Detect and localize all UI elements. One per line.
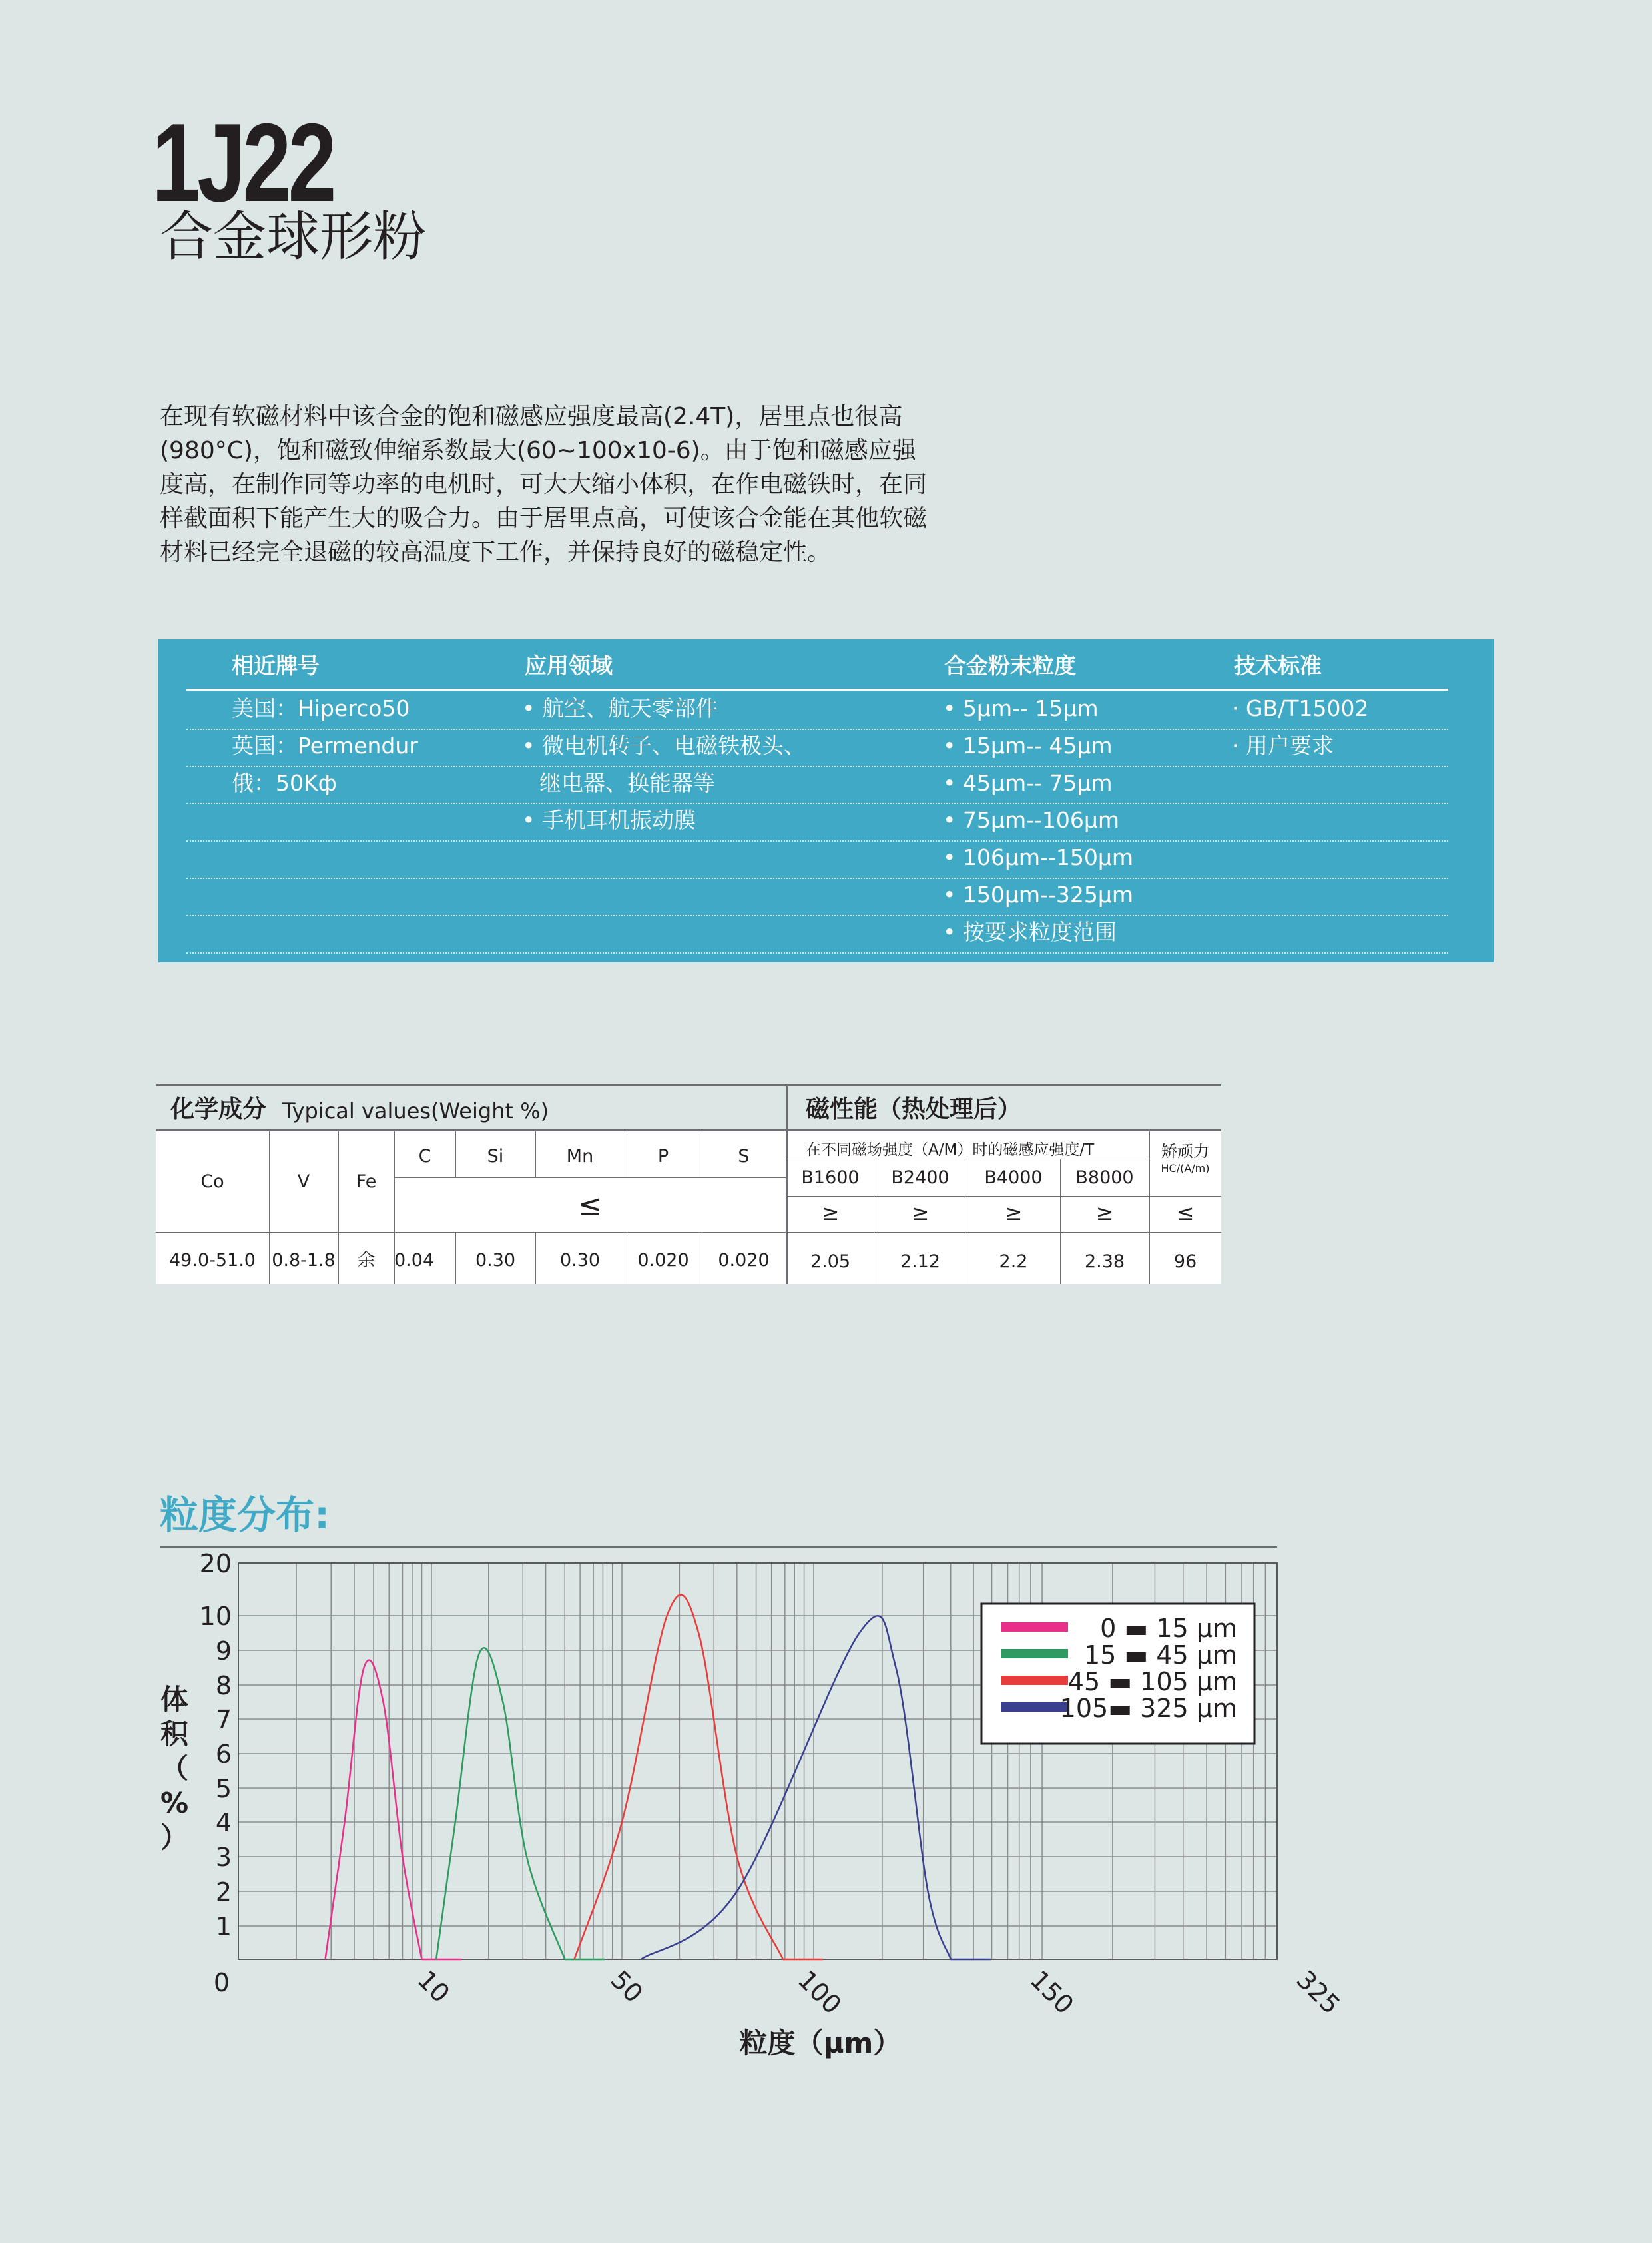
legend-swatch: [1001, 1622, 1068, 1632]
standard-item: · 用户要求: [1232, 733, 1334, 759]
y-tick-label: 5: [215, 1774, 232, 1803]
y-axis-label-char: 体: [160, 1683, 189, 1716]
legend-label: 15 ▬ 45 μm: [1083, 1640, 1237, 1670]
application-item: • 航空、航天零部件: [522, 695, 718, 721]
y-tick-label: 10: [199, 1602, 232, 1631]
value-b1600: 2.05: [810, 1251, 851, 1272]
grade-item: 俄：50Kф: [232, 770, 337, 796]
size-item: • 按要求粒度范围: [943, 919, 1117, 945]
ge-symbol: ≥: [1095, 1200, 1114, 1225]
y-tick-label: 0: [213, 1968, 230, 1997]
application-item: 继电器、换能器等: [539, 770, 715, 796]
le-symbol: ≤: [577, 1189, 603, 1223]
legend-swatch: [1001, 1676, 1068, 1685]
product-model: 1J22: [152, 100, 334, 225]
header-grades: 相近牌号: [232, 653, 320, 679]
distribution-title: 粒度分布:: [160, 1492, 330, 1538]
value-co: 49.0-51.0: [169, 1250, 256, 1271]
application-item: • 手机耳机振动膜: [522, 807, 696, 833]
ge-symbol: ≥: [821, 1200, 840, 1225]
element-p: P: [657, 1146, 669, 1167]
field-b2400: B2400: [891, 1167, 950, 1188]
magnetic-subtitle: 在不同磁场强度（A/M）时的磁感应强度/T: [806, 1141, 1095, 1159]
y-axis-label-char: ）: [160, 1821, 189, 1854]
x-ticks: [412, 1965, 1346, 2019]
intro-paragraph: 在现有软磁材料中该合金的饱和磁感应强度最高(2.4T)，居里点也很高(980°C)，饱和磁致伸缩系数最大(60~100x10-6)。由于饱和磁感应强度高，在制作同等功率的电机时，可大大缩小体积，在作电磁铁时，在同样截面积下能产生大的吸合力。由于居里点高，可使该合金能在其他软磁材料已经完全退磁的较高温度下工作，并保持良好的磁稳定性。: [160, 403, 928, 566]
y-axis-label-char: （: [160, 1752, 189, 1785]
x-tick-label: 150: [1024, 1965, 1080, 2020]
element-si: Si: [487, 1146, 504, 1167]
legend-label: 105▬ 325 μm: [1059, 1694, 1237, 1723]
element-fe: Fe: [356, 1171, 377, 1192]
size-item: • 150μm--325μm: [943, 882, 1134, 908]
element-c: C: [418, 1146, 431, 1167]
y-tick-label: 3: [215, 1843, 232, 1872]
standard-item: · GB/T15002: [1232, 695, 1369, 721]
y-tick-label: 8: [215, 1671, 232, 1700]
magnetic-title: 磁性能（热处理后）: [806, 1096, 1022, 1123]
series-curves: [326, 1595, 991, 1959]
value-b2400: 2.12: [900, 1251, 941, 1272]
grade-item: 美国：Hiperco50: [232, 695, 410, 721]
size-item: • 75μm--106μm: [943, 807, 1120, 833]
coercivity-label: 矫顽力: [1161, 1142, 1209, 1161]
application-item: • 微电机转子、电磁铁极头、: [522, 733, 806, 759]
field-b8000: B8000: [1075, 1167, 1134, 1188]
value-fe: 余: [357, 1250, 376, 1271]
y-tick-label: 7: [215, 1705, 232, 1734]
y-ticks: [200, 1549, 232, 1997]
value-v: 0.8-1.8: [272, 1250, 336, 1271]
composition-title-en: Typical values(Weight %): [282, 1098, 549, 1123]
legend-label: 0 ▬ 15 μm: [1100, 1614, 1237, 1643]
ge-symbol: ≥: [911, 1200, 930, 1225]
series-line: [641, 1616, 951, 1959]
size-item: • 106μm--150μm: [943, 844, 1134, 870]
header-standards: 技术标准: [1234, 653, 1322, 679]
value-coercivity: 96: [1173, 1251, 1197, 1272]
element-co: Co: [200, 1171, 224, 1192]
y-tick-label: 4: [215, 1808, 232, 1837]
field-b4000: B4000: [984, 1167, 1043, 1188]
legend-swatch: [1001, 1649, 1068, 1658]
element-mn: Mn: [566, 1146, 594, 1167]
value-si: 0.30: [475, 1250, 516, 1271]
y-tick-label: 2: [215, 1877, 232, 1907]
value-c: 0.04: [394, 1250, 435, 1271]
legend-swatch: [1001, 1702, 1068, 1712]
y-axis-label-char: %: [160, 1787, 189, 1819]
header-applications: 应用领域: [525, 653, 613, 679]
series-line: [575, 1595, 783, 1959]
size-item: • 45μm-- 75μm: [943, 770, 1113, 796]
grade-item: 英国：Permendur: [232, 733, 418, 759]
header-sizes: 合金粉末粒度: [944, 653, 1076, 679]
element-s: S: [738, 1146, 750, 1167]
y-tick-label: 20: [199, 1549, 232, 1578]
y-tick-label: 6: [215, 1740, 232, 1769]
value-mn: 0.30: [559, 1250, 601, 1271]
value-p: 0.020: [637, 1250, 689, 1271]
value-b8000: 2.38: [1084, 1251, 1125, 1272]
ge-symbol: ≥: [1004, 1200, 1023, 1225]
element-v: V: [297, 1171, 310, 1192]
composition-title: 化学成分: [170, 1096, 267, 1123]
y-tick-label: 1: [215, 1912, 232, 1941]
size-item: • 5μm-- 15μm: [943, 695, 1099, 721]
le-symbol: ≤: [1176, 1200, 1195, 1225]
y-tick-label: 9: [215, 1636, 232, 1666]
x-axis-label: 粒度（μm）: [739, 2027, 902, 2059]
size-item: • 15μm-- 45μm: [943, 733, 1113, 759]
value-b4000: 2.2: [999, 1251, 1028, 1272]
product-subtitle: 合金球形粉: [160, 206, 426, 268]
field-b1600: B1600: [801, 1167, 860, 1188]
x-tick-label: 100: [792, 1965, 848, 2020]
y-axis-label-char: 积: [160, 1718, 189, 1750]
coercivity-unit: HC/(A/m): [1161, 1162, 1210, 1175]
x-tick-label: 50: [605, 1965, 649, 2009]
x-tick-label: 10: [412, 1965, 455, 2009]
legend-label: 45 ▬ 105 μm: [1067, 1667, 1237, 1696]
y-axis-label: [160, 1683, 189, 1854]
x-tick-label: 325: [1290, 1965, 1346, 2020]
value-s: 0.020: [718, 1250, 770, 1271]
